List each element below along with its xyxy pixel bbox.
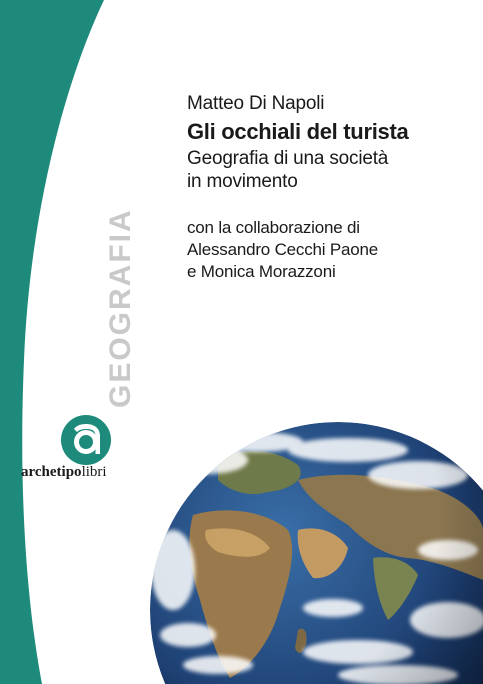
title-block bbox=[187, 93, 477, 193]
collaboration-credits bbox=[187, 217, 477, 283]
collaboration-line: con la collaborazione di bbox=[187, 218, 360, 237]
collaboration-line: e Monica Morazzoni bbox=[187, 262, 336, 281]
archetipolibri-logo-icon bbox=[60, 414, 112, 466]
book-title: Gli occhiali del turista bbox=[187, 119, 409, 144]
collaboration-line: Alessandro Cecchi Paone bbox=[187, 240, 379, 259]
earth-globe-icon bbox=[148, 420, 483, 684]
publisher-name-regular: libri bbox=[81, 464, 107, 480]
publisher-name-bold: archetipo bbox=[21, 464, 82, 480]
author-name: Matteo Di Napoli bbox=[187, 93, 325, 114]
series-label: GEOGRAFIA bbox=[104, 208, 137, 408]
publisher-name bbox=[21, 464, 107, 481]
subtitle-line: Geografia di una società bbox=[187, 148, 389, 169]
book-subtitle bbox=[187, 147, 477, 193]
subtitle-line: in movimento bbox=[187, 171, 298, 192]
